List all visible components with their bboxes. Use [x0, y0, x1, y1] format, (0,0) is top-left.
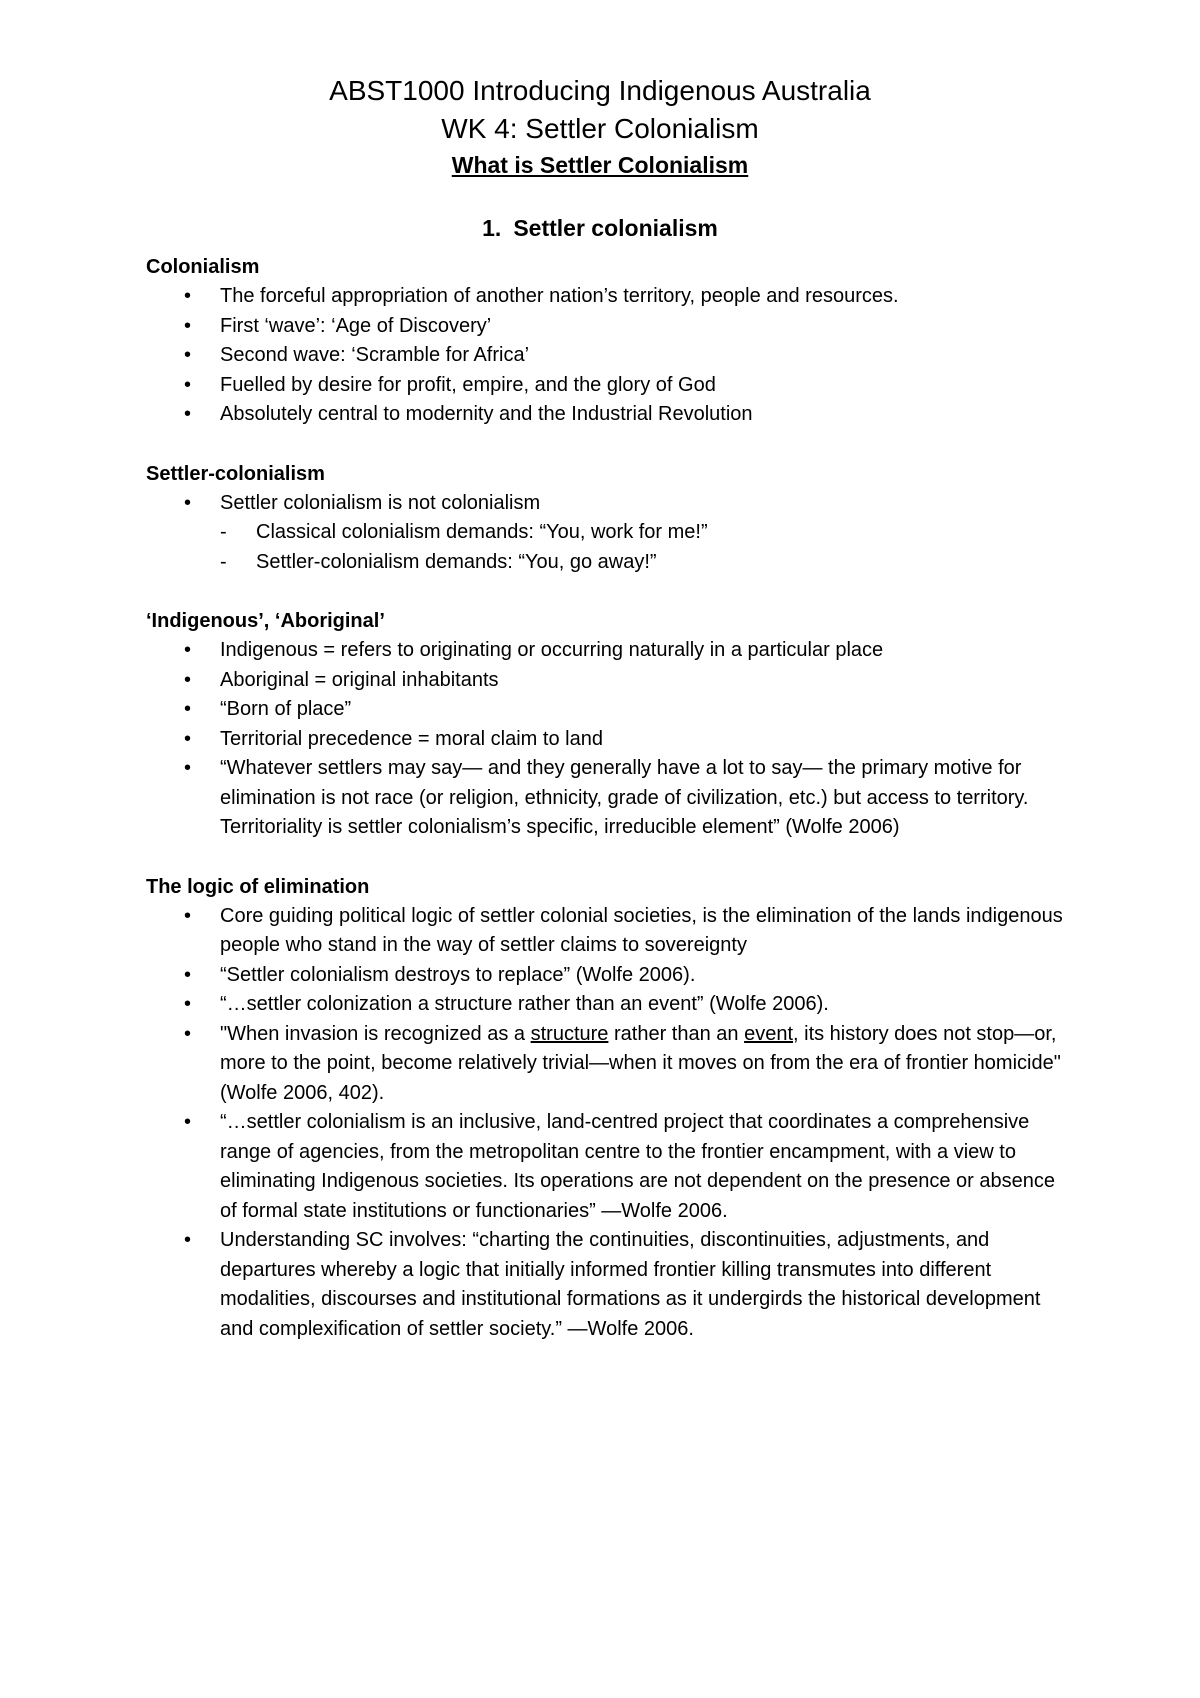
indigenous-list — [146, 636, 1076, 843]
list-item — [146, 1020, 1076, 1109]
list-item-text: Understanding SC involves: “charting the continuities, discontinuities, adjustments, and departures whereby a logic that initially informed frontier killing transmutes into different modalities, discourses and institutional formations as it undergirds the historical development and complexification of settler society.” —Wolfe 2006. — [220, 1229, 1041, 1340]
list-item — [146, 666, 1076, 696]
bullet-icon: • — [184, 314, 192, 337]
list-item-text: Second wave: ‘Scramble for Africa’ — [220, 344, 530, 366]
bullet-icon: • — [184, 698, 192, 720]
list-item — [146, 282, 1076, 312]
spacer — [146, 843, 1076, 872]
sub-list-item — [146, 548, 1076, 578]
underlined-term-event: event — [744, 1022, 794, 1045]
sub-list-item — [146, 518, 1076, 548]
list-item-text: “Settler colonialism destroys to replace” (Wolfe 2006). — [220, 963, 696, 986]
bullet-icon: • — [184, 668, 192, 691]
list-item — [146, 990, 1076, 1020]
colonialism-heading: Colonialism — [146, 256, 260, 278]
list-item-text: The forceful appropriation of another nation’s territory, people and resources. — [220, 285, 899, 307]
section-heading — [0, 212, 1200, 244]
list-item-text: Territorial precedence = moral claim to land — [220, 727, 603, 750]
bullet-icon: • — [184, 963, 192, 986]
bullet-icon: • — [184, 727, 192, 750]
list-item-text: First ‘wave’: ‘Age of Discovery’ — [220, 314, 492, 337]
list-item — [146, 902, 1076, 961]
list-item-text: Core guiding political logic of settler colonial societies, is the elimination of the lands indigenous people who stand in the way of settler claims to sovereignty — [220, 904, 1063, 956]
settler-colonialism-list — [146, 489, 1076, 519]
dash-icon: - — [220, 521, 227, 543]
list-item-text: Settler colonialism is not colonialism — [220, 491, 541, 514]
list-item — [146, 754, 1076, 843]
bullet-icon: • — [184, 639, 192, 661]
elimination-list — [146, 902, 1076, 1345]
bullet-icon: • — [184, 757, 192, 779]
dash-icon: - — [220, 550, 227, 573]
bullet-icon: • — [184, 344, 192, 366]
section-number: 1. — [482, 215, 502, 241]
list-item — [146, 341, 1076, 371]
list-item — [146, 1226, 1076, 1344]
quote-text: "When invasion is recognized as a — [220, 1022, 531, 1045]
list-item — [146, 961, 1076, 991]
bullet-icon: • — [184, 993, 192, 1015]
bullet-icon: • — [184, 403, 192, 425]
bullet-icon: • — [184, 904, 192, 927]
indigenous-heading: ‘Indigenous’, ‘Aboriginal’ — [146, 610, 385, 632]
quote-text: rather than an — [608, 1022, 745, 1045]
document-body — [146, 252, 1076, 1344]
bullet-icon: • — [184, 491, 192, 514]
settler-colonialism-heading: Settler-colonialism — [146, 462, 325, 485]
colonialism-list — [146, 282, 1076, 430]
elimination-heading: The logic of elimination — [146, 875, 370, 898]
section-title: Settler colonialism — [513, 215, 718, 241]
list-item-text: Absolutely central to modernity and the Industrial Revolution — [220, 403, 753, 425]
sub-list-item-text: Classical colonialism demands: “You, work for me!” — [256, 521, 708, 543]
list-item-text: Indigenous = refers to originating or occurring naturally in a particular place — [220, 639, 884, 661]
list-item — [146, 695, 1076, 725]
list-item — [146, 371, 1076, 401]
bullet-icon: • — [184, 285, 192, 307]
list-item — [146, 725, 1076, 755]
list-item-text: Aboriginal = original inhabitants — [220, 668, 499, 691]
list-item-text — [220, 1023, 1061, 1104]
bullet-icon: • — [184, 1022, 192, 1045]
quote-text: , its history does not stop—or, more to the point, become relatively trivial—when it moves on from the era of frontier homicide" (Wolfe 2006, 402). — [220, 1022, 1061, 1104]
course-title: ABST1000 Introducing Indigenous Australia — [329, 75, 871, 106]
list-item-text: “Born of place” — [220, 698, 352, 720]
sub-list-item-text: Settler-colonialism demands: “You, go away!” — [256, 550, 657, 573]
list-item — [146, 1108, 1076, 1226]
list-item-text: “…settler colonialism is an inclusive, land-centred project that coordinates a comprehensive range of agencies, from the metropolitan centre to the frontier encampment, with a view to eliminating Indigenous societies. Its operations are not dependent on the presence or absence of formal state institutions or functionaries” —Wolfe 2006. — [220, 1111, 1055, 1222]
title-block — [0, 72, 1200, 244]
list-item-text: “Whatever settlers may say— and they generally have a lot to say— the primary motive for elimination is not race (or religion, ethnicity, grade of civilization, etc.) but access to territory. Territoriality is settler colonialism’s specific, irreducible element” (Wolfe 2006) — [220, 757, 1029, 838]
list-item-text: Fuelled by desire for profit, empire, and the glory of God — [220, 373, 716, 396]
list-item — [146, 489, 1076, 519]
list-item — [146, 312, 1076, 342]
page-subtitle: What is Settler Colonialism — [451, 152, 749, 178]
bullet-icon: • — [184, 1111, 192, 1133]
underlined-term-structure: structure — [530, 1022, 609, 1045]
list-item — [146, 400, 1076, 430]
spacer — [146, 430, 1076, 459]
list-item-text: “…settler colonization a structure rather than an event” (Wolfe 2006). — [220, 993, 829, 1015]
week-title: WK 4: Settler Colonialism — [441, 113, 759, 144]
bullet-icon: • — [184, 373, 192, 396]
settler-colonialism-sublist — [146, 518, 1076, 577]
spacer — [146, 577, 1076, 606]
list-item — [146, 636, 1076, 666]
bullet-icon: • — [184, 1229, 192, 1251]
